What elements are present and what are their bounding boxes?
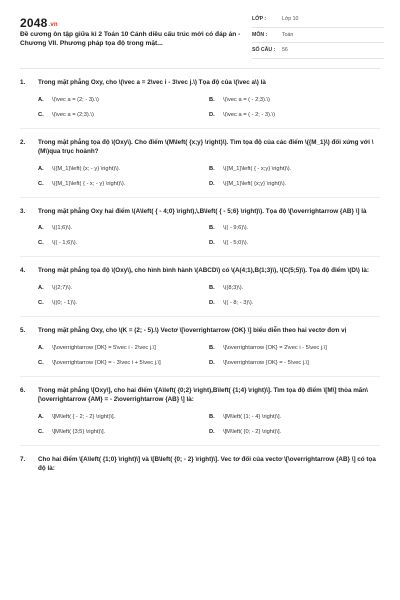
option-letter: B.: [209, 413, 215, 420]
answer-option[interactable]: [209, 428, 380, 436]
option-text: \[M\left( { - 2; - 2} \right)\].: [52, 413, 116, 420]
question-number: 3.: [20, 207, 26, 215]
option-letter: A.: [38, 225, 44, 232]
option-letter: B.: [209, 284, 215, 291]
option-letter: D.: [209, 299, 215, 306]
option-letter: C.: [38, 359, 44, 366]
question-text: Cho hai điểm \[A\left( {1;0} \right)\] và \[B\left( {0; - 2} \right)\]. Vec tơ đối của vectơ \[\overrightarrow {AB} \] có tọa độ là:: [38, 455, 376, 473]
option-letter: D.: [209, 359, 215, 366]
option-text: \({M_1}\left( {x;y} \right)\).: [223, 180, 287, 187]
option-text: \[M\left( {0; - 2} \right)\].: [223, 428, 282, 435]
answer-option[interactable]: [209, 165, 380, 173]
answer-option[interactable]: [209, 239, 380, 247]
meta-key: MÔN :: [252, 31, 268, 38]
question-number: 5.: [20, 326, 26, 334]
question-text: Trong mặt phẳng tọa độ \(Oxy\). Cho điểm \(M\left( {x;y} \right)\). Tìm tọa độ của các điểm \({M_1}\) đối xứng với \(M\)qua trục hoành?: [38, 138, 374, 156]
option-letter: D.: [209, 180, 215, 187]
option-letter: B.: [209, 344, 215, 351]
meta-row-subject: [252, 28, 384, 44]
answer-option[interactable]: [38, 224, 209, 232]
option-letter: A.: [38, 284, 44, 291]
answer-option[interactable]: [209, 224, 380, 232]
option-text: \[M\left( {3;5} \right)\].: [52, 428, 106, 435]
answer-option[interactable]: [38, 359, 209, 367]
question-item: [0, 207, 400, 248]
question-item: [0, 78, 400, 119]
meta-row-count: [252, 43, 384, 59]
question-item: [0, 138, 400, 188]
option-letter: C.: [38, 299, 44, 306]
meta-value: 56: [282, 47, 288, 54]
question-divider: [20, 256, 380, 257]
option-text: \[M\left( {1; - 4} \right)\].: [223, 413, 282, 420]
meta-value: Lớp 10: [282, 16, 299, 23]
meta-key: LỚP :: [252, 16, 267, 23]
option-text: \[\overrightarrow {OK} = 5\vec i - 2\vec j.\]: [52, 344, 156, 351]
option-text: \[\overrightarrow {OK} = - 5\vec j.\]: [223, 359, 309, 366]
document-title: Đề cương ôn tập giữa kì 2 Toán 10 Cánh diều cấu trúc mới có đáp án - Chương VII. Phương pháp tọa độ trong mặt...: [20, 31, 241, 47]
question-list: [0, 78, 400, 474]
option-text: \(( - 8; - 3)\).: [223, 299, 254, 306]
option-letter: D.: [209, 111, 215, 118]
question-text: Trong mặt phẳng Oxy, cho \(\vec a = 2\vec i - 3\vec j.\) Tọa độ của \(\vec a\) là: [38, 79, 266, 86]
option-text: \((8;3)\).: [223, 284, 244, 291]
option-letter: A.: [38, 165, 44, 172]
option-letter: A.: [38, 96, 44, 103]
question-item: [0, 386, 400, 436]
option-text: \(( - 1;6)\).: [52, 240, 78, 247]
option-text: \({M_1}\left( { - x; - y} \right)\).: [52, 180, 126, 187]
option-text: \({M_1}\left( { - x;y} \right)\).: [223, 165, 292, 172]
option-text: \((1;6)\).: [52, 225, 73, 232]
question-item: [0, 266, 400, 307]
answer-option[interactable]: [38, 165, 209, 173]
logo-suffix: .vn: [48, 22, 58, 28]
question-text: Trong mặt phẳng tọa độ \(Oxy\), cho hình bình hành \(ABCD\) có \(A(4;1),B(1;3)\), \(C(5;5)\). Tọa độ điểm \(D\) là:: [38, 267, 369, 275]
question-number: 6.: [20, 386, 26, 394]
answer-option[interactable]: [209, 96, 380, 104]
option-letter: C.: [38, 428, 44, 435]
question-item: [0, 326, 400, 367]
option-text: \(\vec a = (2; - 3).\): [52, 96, 99, 103]
document-meta: [252, 12, 384, 59]
option-letter: D.: [209, 240, 215, 247]
meta-value: Toán: [282, 31, 294, 38]
option-text: \(\vec a = ( - 2;3).\): [223, 96, 270, 103]
question-text: Trong mặt phẳng Oxy hai điểm \(A\left( { - 4;0} \right),\,B\left( { - 5;6} \right)\). Tọa độ \[\overrightarrow {AB} \] là: [38, 207, 367, 215]
answer-option[interactable]: [209, 180, 380, 188]
question-text: Trong mặt phẳng \[Oxy\], cho hai điểm \[A\left( {0;2} \right),B\left( {1;4} \right)\]. Tìm tọa độ điểm \[M\] thỏa mãn\[\overrightarrow {AM} = - 2\overrightarrow {AB} \] là:: [38, 386, 368, 404]
question-text: Trong mặt phẳng Oxy, cho \(K = (2; - 5).\) Vectơ \[\overrightarrow {OK} \] biểu diễn theo hai vectơ đơn vị: [38, 326, 347, 334]
answer-option[interactable]: [209, 344, 380, 352]
option-text: \((0; - 1)\).: [52, 299, 78, 306]
answer-option[interactable]: [209, 359, 380, 367]
question-number: 2.: [20, 138, 26, 146]
answer-option[interactable]: [38, 239, 209, 247]
site-logo[interactable]: [20, 16, 58, 30]
document-header: [0, 0, 400, 58]
answer-option[interactable]: [38, 111, 209, 119]
answer-option[interactable]: [38, 428, 209, 436]
answer-option[interactable]: [38, 284, 209, 292]
question-number: 7.: [20, 455, 26, 463]
question-item: [0, 455, 400, 474]
option-text: \((2;7)\).: [52, 284, 73, 291]
option-letter: A.: [38, 413, 44, 420]
question-divider: [20, 316, 380, 317]
option-letter: D.: [209, 428, 215, 435]
question-divider: [20, 197, 380, 198]
option-letter: C.: [38, 111, 44, 118]
option-letter: B.: [209, 225, 215, 232]
option-letter: A.: [38, 344, 44, 351]
answer-option[interactable]: [209, 299, 380, 307]
option-letter: C.: [38, 180, 44, 187]
question-number: 1.: [20, 79, 26, 86]
answer-option[interactable]: [38, 96, 209, 104]
option-text: \({M_1}\left( {x; - y} \right)\).: [52, 165, 121, 172]
question-divider: [20, 128, 380, 129]
answer-option[interactable]: [38, 413, 209, 421]
option-text: \(( - 9;6)\).: [223, 225, 249, 232]
meta-key: SỐ CÂU :: [252, 47, 276, 54]
answer-option[interactable]: [38, 299, 209, 307]
option-text: \[\overrightarrow {OK} = 2\vec i - 5\vec j.\]: [223, 344, 327, 351]
option-letter: C.: [38, 240, 44, 247]
question-number: 4.: [20, 267, 26, 275]
logo-text: 2048: [20, 16, 48, 30]
meta-row-class: [252, 12, 384, 28]
header-divider: [20, 68, 380, 69]
option-letter: B.: [209, 165, 215, 172]
answer-option[interactable]: [209, 111, 380, 119]
option-text: \(\vec a = ( - 2; - 3).\): [223, 111, 275, 118]
question-divider: [20, 376, 380, 377]
answer-option[interactable]: [209, 284, 380, 292]
question-divider: [20, 445, 380, 446]
answer-option[interactable]: [209, 413, 380, 421]
option-text: \(\vec a = (2;3).\): [52, 111, 94, 118]
option-text: \(( - 5;0)\).: [223, 240, 249, 247]
answer-option[interactable]: [38, 344, 209, 352]
answer-option[interactable]: [38, 180, 209, 188]
option-text: \[\overrightarrow {OK} = - 3\vec i + 5\vec j.\]: [52, 359, 161, 366]
option-letter: B.: [209, 96, 215, 103]
